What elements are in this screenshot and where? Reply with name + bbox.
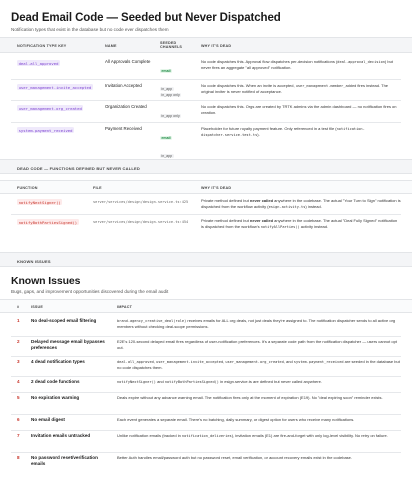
text-segment: Private method defined but [201,198,250,203]
issue-number: 7 [17,433,20,438]
text-segment: No code dispatches this. When an invite is accepted, [201,83,296,88]
text-segment: anywhere in the codebase. The actual "Deal Fully Signed" notification is dispatched from the workflow's [201,218,398,229]
issue-number: 8 [17,455,20,460]
issue-number: 5 [17,395,20,400]
col-header-channels: SEEDED CHANNELS [160,40,183,49]
col-header-why-dead: WHY IT'S DEAD [201,186,232,190]
seeded-channels [160,83,190,101]
why-dead-text [201,126,401,138]
row-divider [11,214,401,215]
inline-code: deal.all_approved [117,360,154,364]
issue-number: 3 [17,359,20,364]
col-header-function: FUNCTION [17,186,38,190]
col-header-file: FILE [93,186,102,190]
issue-title: Delayed message email bypasses preferences [31,339,105,350]
text-segment: Deals expire without any advance warning email. The notification fires only at the moment of expiration (E19). No "deal expiring soon" reminder exists. [117,395,383,400]
notification-type-key: system.payment_received [18,127,73,133]
text-segment: No code dispatches this. Approval flow dispatches per-decision notifications ( [201,59,338,64]
notification-type-key: user_management.org_created [18,105,82,111]
dead-code-table-header [0,180,412,194]
row-divider [11,430,401,431]
source-file-path: server/services/design/design.service.ts:454 [93,219,189,224]
page-title: Dead Email Code — Seeded but Never Dispatched [11,12,281,24]
col-header-number: # [17,305,20,309]
issue-title: 4 dead notification types [31,359,85,364]
notification-name: All Approvals Complete [105,59,151,64]
dead-function-name: notifyBothPartiesSigned() [18,219,78,225]
issue-number: 4 [17,379,20,384]
channel-badge: in_app only [161,93,180,97]
notification-type-key: deal.all_approved [18,60,59,66]
issue-title: No email digest [31,417,65,422]
dead-function-name: notifyNextSigner() [18,199,61,205]
bold-text: never called [249,198,274,203]
issue-impact [117,379,403,385]
inline-code: user_management.member_added [295,84,357,88]
channel-badge: email [161,136,171,140]
issue-number: 1 [17,318,20,323]
notification-type-key: user_management.invite_accepted [18,84,92,90]
text-segment: ), invitation emails (E1) are fire-and-forget with only log-level visibility. No retry on failure. [231,433,388,438]
text-segment: are seeded in the database but no code dispatches them. [117,359,400,371]
notification-name: Invitation Accepted [105,83,142,88]
known-issues-subtitle: Bugs, gaps, and improvement opportunities discovered during the email audit [11,289,169,294]
issue-impact [117,433,403,439]
row-divider [11,79,401,80]
issue-title: No deal-scoped email filtering [31,318,97,323]
text-segment: Private method defined but [201,218,250,223]
known-issues-title: Known Issues [11,275,81,287]
seeded-channels [160,126,190,162]
channel-badge: in_app only [161,114,180,118]
issue-impact [117,395,403,401]
text-segment: fires instead. The original inviter is never notified of acceptance. [201,83,389,95]
why-dead-text [201,83,401,95]
text-segment: E2E's 120-second delayed email fires regardless of user-notification preferences. It's a separate code path from the notification dispatcher — users cannot opt out. [117,339,397,350]
text-segment: , [153,359,157,364]
issue-title: No expiration warning [31,395,80,400]
inline-code: notifyAllParties() [260,224,300,229]
col-header-key: NOTIFICATION TYPE KEY [17,44,67,48]
why-dead-text [201,104,401,116]
why-dead-text [201,198,401,210]
issue-impact [117,417,403,423]
inline-code: system.payment_received [293,360,344,364]
text-segment: ). [257,132,260,138]
issue-impact [117,339,403,351]
inline-code: notification_deliveries [181,434,232,438]
seeded-channels [160,104,190,122]
row-divider [11,336,401,337]
row-divider [11,122,401,123]
channel-badge: in_app [161,87,173,91]
row-divider [11,376,401,377]
issue-number: 6 [17,417,20,422]
text-segment: ) but never fires an aggregate "all approved" notification. [201,59,393,71]
source-file-path: server/services/design/design.service.ts:425 [93,199,189,204]
issue-impact [117,318,403,330]
channel-badge: email [161,69,171,73]
issue-number: 2 [17,339,20,344]
issue-impact [117,359,403,371]
text-segment: Placeholder for future royalty payment feature. Only referenced in a test file ( [201,126,337,131]
text-segment: Unlike notification emails (tracked in [117,433,182,438]
col-header-name: NAME [105,44,117,48]
text-segment: ) instead. [305,203,322,209]
row-divider [11,414,401,415]
issue-impact [117,455,403,461]
text-segment: activity instead. [299,223,329,229]
issue-title: Invitation emails untracked [31,433,91,438]
text-segment: in esign.service.ts are defined but never called anywhere. [218,379,322,384]
issue-title: 2 dead code functions [31,379,80,384]
inline-code: esign.activity.ts [268,204,306,209]
issue-title: No password reset/verification emails [31,455,98,466]
page-subtitle: Notification types that exist in the database but no code ever dispatches them [11,27,169,32]
channel-badge: in_app [161,154,173,158]
inline-code: notifyBothPartiesSigned() [164,380,219,384]
why-dead-text [201,59,401,71]
notification-name: Payment Received [105,126,142,131]
dead-code-section-band [0,159,412,174]
bold-text: never called [249,218,274,223]
text-segment: and [155,379,165,384]
text-segment: receives emails for ALL org deals, not just deals they're assigned to. The notification dispatcher sends to all active org members without checking deal-scope permissions. [117,318,396,330]
why-dead-text [201,218,401,230]
row-divider [11,356,401,357]
col-header-issue: ISSUE [31,305,44,309]
text-segment: anywhere in the codebase. The actual "Your Turn to Sign" notification is dispatched from the workflow activity ( [201,198,401,209]
inline-code: deal.approval_decision [337,60,385,64]
text-segment: Better Auth handles email/password auth but no password reset, email verification, or account recovery emails exist in the codebase. [117,455,353,460]
col-header-impact: IMPACT [117,305,133,309]
inline-code: notifyNextSigner() [117,380,156,384]
text-segment: , [223,359,226,364]
row-divider [11,392,401,393]
text-segment: Each event generates a separate email. There's no batching, daily summary, or digest option for users who receive many notifications. [117,417,355,422]
inline-code: brand.agency_creative_deal(role) [117,319,187,323]
inline-code: user_management.invite_accepted [156,360,224,364]
row-divider [11,452,401,453]
known-issues-section-label: KNOWN ISSUES [17,258,51,264]
row-divider [11,100,401,101]
col-header-why: WHY IT'S DEAD [201,44,232,48]
notification-name: Organization Created [105,104,147,109]
text-segment: , and [283,359,294,364]
inline-code: user_management.org_created [225,360,284,364]
inline-code: notification-dispatcher.service.test.ts [201,127,365,138]
known-issues-table-header [0,299,412,313]
dead-code-section-label: DEAD CODE — FUNCTIONS DEFINED BUT NEVER CALLED [17,165,140,171]
text-segment: No code dispatches this. Orgs are created by TRTK admins via the admin dashboard — no notification fires on creation. [201,104,397,115]
known-issues-section-band [0,252,412,267]
dead-email-table-header [0,37,412,53]
